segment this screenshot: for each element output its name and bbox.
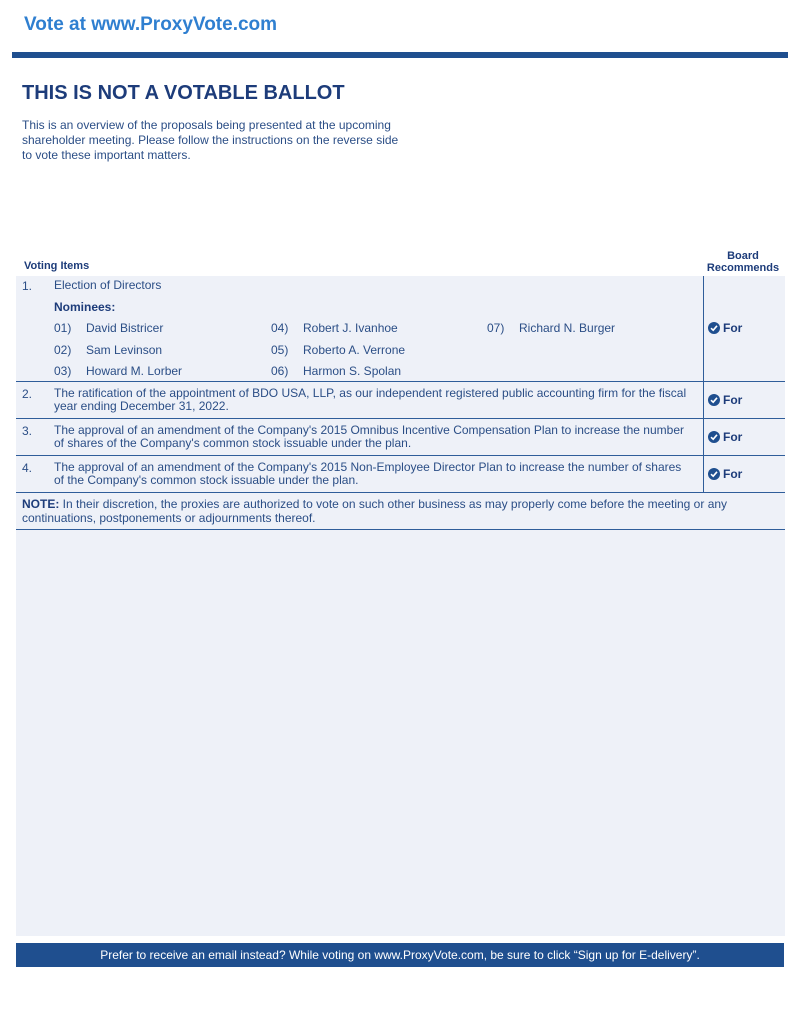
- recommendation-label: For: [723, 393, 743, 407]
- check-circle-icon: [708, 431, 720, 443]
- nominee-name: Harmon S. Spolan: [303, 364, 402, 378]
- nominee-name: Howard M. Lorber: [86, 364, 183, 378]
- page-title: THIS IS NOT A VOTABLE BALLOT: [22, 82, 345, 104]
- voting-items-header: Voting Items: [24, 260, 90, 272]
- nominee-05: [271, 343, 405, 357]
- item-3-text: The approval of an amendment of the Company's 2015 Omnibus Incentive Compensation Plan to increase the number of shares of the Company's common stock issuable under the plan.: [54, 423, 684, 450]
- nominees-label: Nominees:: [54, 300, 116, 314]
- nominee-name: Richard N. Burger: [519, 321, 616, 335]
- check-circle-icon: [708, 468, 720, 480]
- nominee-number: 01): [54, 321, 72, 335]
- nominee-number: 07): [487, 321, 505, 335]
- item-3-recommendation: [708, 430, 742, 444]
- nominee-number: 02): [54, 343, 72, 357]
- proxyvote-header-link[interactable]: Vote at www.ProxyVote.com: [24, 14, 278, 35]
- column-divider: [703, 276, 704, 492]
- nominee-02: [54, 343, 162, 357]
- nominee-04: [271, 321, 398, 335]
- intro-text: This is an overview of the proposals being presented at the upcoming shareholder meeting. Please follow the instructions on the reverse side to vote these important matters.: [22, 118, 399, 162]
- nominee-06: [271, 364, 401, 378]
- header-rule: [12, 52, 788, 58]
- item-1-text: Election of Directors: [54, 278, 162, 292]
- note-label: NOTE:: [22, 497, 60, 511]
- footer-text: Prefer to receive an email instead? While voting on www.ProxyVote.com, be sure to click “Sign up for E-delivery”.: [100, 948, 700, 962]
- item-2-number: 2.: [22, 387, 33, 401]
- item-4-recommendation: [708, 467, 742, 481]
- row-divider: [16, 455, 785, 456]
- note-body: In their discretion, the proxies are authorized to vote on such other business as may properly come before the meeting or any continuations, postponements or adjournments thereof.: [22, 497, 728, 525]
- check-circle-icon: [708, 322, 720, 334]
- item-1-number: 1.: [22, 279, 33, 293]
- check-circle-icon: [708, 394, 720, 406]
- item-2-text: The ratification of the appointment of BDO USA, LLP, as our independent registered public accounting firm for the fiscal year ending December 31, 2022.: [54, 386, 687, 413]
- nominee-number: 04): [271, 321, 289, 335]
- board-header-line2: Recommends: [706, 262, 780, 274]
- edelivery-footer-banner: [16, 943, 784, 967]
- nominee-name: Roberto A. Verrone: [303, 343, 406, 357]
- nominee-01: [54, 321, 163, 335]
- row-divider: [16, 529, 785, 530]
- nominee-number: 03): [54, 364, 72, 378]
- row-divider: [16, 492, 785, 493]
- row-divider: [16, 381, 785, 382]
- nominee-number: 05): [271, 343, 289, 357]
- row-divider: [16, 418, 785, 419]
- item-4-text: The approval of an amendment of the Company's 2015 Non-Employee Director Plan to increase the number of shares of the Company's common stock issuable under the plan.: [54, 460, 682, 487]
- board-header-line1: Board: [727, 250, 759, 262]
- nominee-03: [54, 364, 182, 378]
- nominee-name: Sam Levinson: [86, 343, 163, 357]
- item-3-number: 3.: [22, 424, 33, 438]
- nominee-name: Robert J. Ivanhoe: [303, 321, 398, 335]
- item-2-recommendation: [708, 393, 742, 407]
- note-text: [22, 497, 772, 525]
- recommendation-label: For: [723, 321, 743, 335]
- nominee-name: David Bistricer: [86, 321, 164, 335]
- board-recommends-header: [700, 250, 786, 274]
- nominee-07: [487, 321, 615, 335]
- nominee-number: 06): [271, 364, 289, 378]
- recommendation-label: For: [723, 467, 743, 481]
- item-1-recommendation: [708, 321, 742, 335]
- recommendation-label: For: [723, 430, 743, 444]
- item-4-number: 4.: [22, 461, 33, 475]
